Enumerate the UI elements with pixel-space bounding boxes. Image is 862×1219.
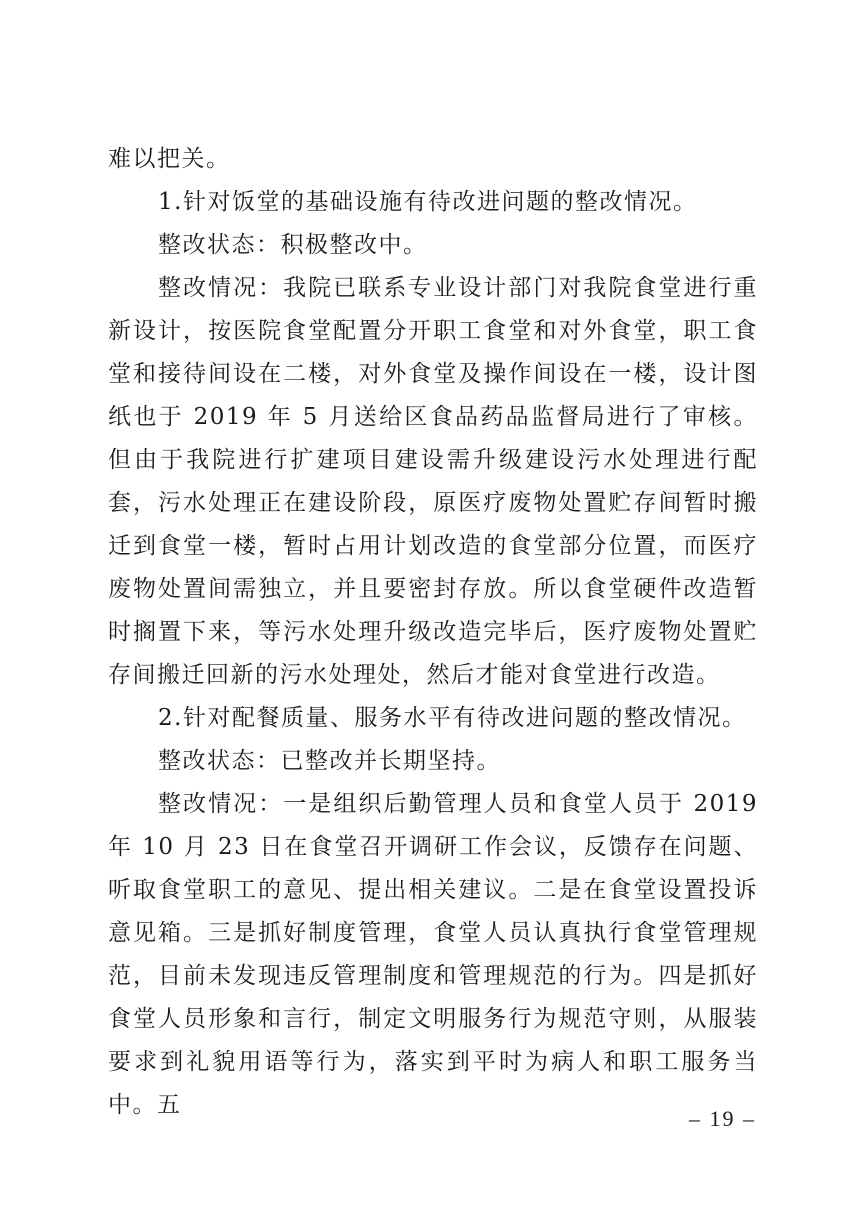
paragraph-item-2-details: 整改情况：一是组织后勤管理人员和食堂人员于 2019 年 10 月 23 日在食堂召开调研工作会议，反馈存在问题、听取食堂职工的意见、提出相关建议。二是在食堂设置投诉意见箱。三是抓好制度管理，食堂人员认真执行食堂管理规范，目前未发现违反管理制度和管理规范的行为。四是抓好食堂人员形象和言行，制定文明服务行为规范守则，从服装要求到礼貌用语等行为，落实到平时为病人和职工服务当中。五 [108,791,758,1118]
paragraph-item-1-heading: 1.针对饭堂的基础设施有待改进问题的整改情况。 [158,189,698,215]
paragraph-item-2-status: 整改状态：已整改并长期坚持。 [158,748,501,774]
paragraph-item-2-heading: 2.针对配餐质量、服务水平有待改进问题的整改情况。 [158,705,747,731]
paragraph-item-1-status: 整改状态：积极整改中。 [158,232,428,258]
paragraph-continuation: 难以把关。 [108,146,231,172]
paragraph-item-1-details: 整改情况：我院已联系专业设计部门对我院食堂进行重新设计，按医院食堂配置分开职工食堂和对外食堂，职工食堂和接待间设在二楼，对外食堂及操作间设在一楼，设计图纸也于 2019 年 5 月送给区食品药品监督局进行了审核。但由于我院进行扩建项目建设需升级建设污水处理进行配套，污水处理正在建设阶段，原医疗废物处置贮存间暂时搬迁到食堂一楼，暂时占用计划改造的食堂部分位置，而医疗废物处置间需独立，并且要密封存放。所以食堂硬件改造暂时搁置下来，等污水处理升级改造完毕后，医疗废物处置贮存间搬迁回新的污水处理处，然后才能对食堂进行改造。 [108,275,758,688]
page-number: – 19 – [689,1106,756,1131]
document-body [108,138,758,1127]
